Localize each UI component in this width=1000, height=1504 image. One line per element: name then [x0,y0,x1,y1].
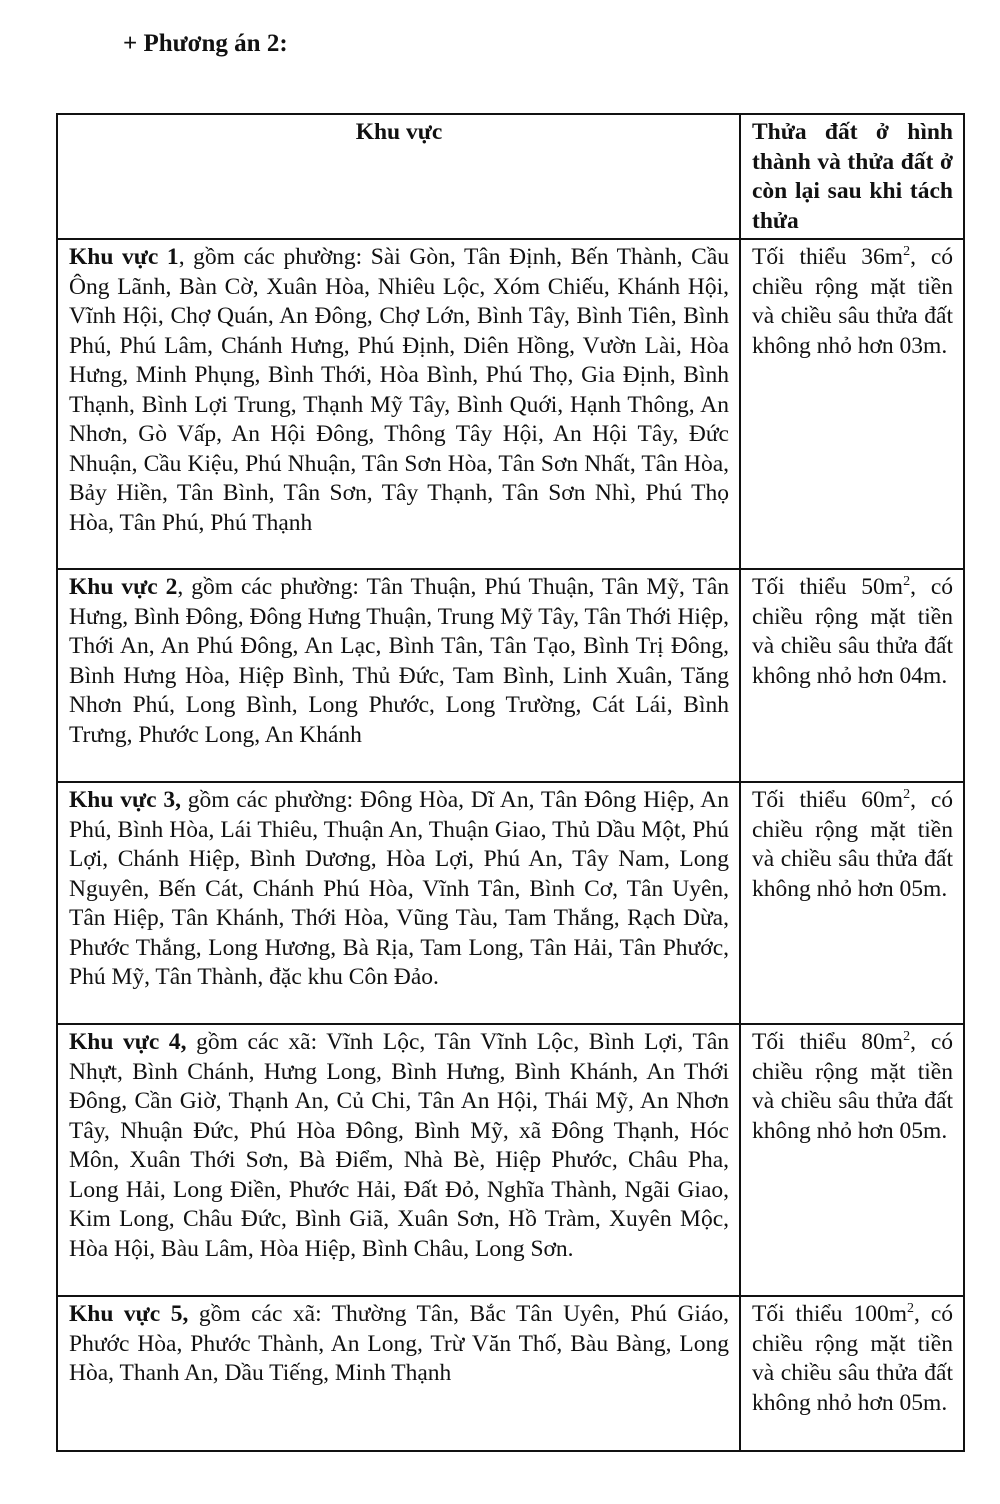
zone-places: Thường Tân, Bắc Tân Uyên, Phú Giáo, Phước Hòa, Phước Thành, An Long, Trừ Văn Thố, Bàu Bàng, Long Hòa, Thanh An, Dầu Tiếng, Minh Thạnh [69,1301,729,1386]
req-text-rest: , có chiều rộng mặt tiền và chiều sâu thửa đất không nhỏ hơn 05m. [752,1029,953,1144]
zone-intro: , gồm các phường: [177,574,367,600]
req-superscript: 2 [907,1301,915,1316]
req-text: Tối thiểu 50m [752,574,904,600]
zone-intro: gồm các phường: [180,787,360,813]
zone-name: Khu vực 5, [69,1301,189,1327]
zone-name: Khu vực 1 [69,244,179,270]
req-text-rest: , có chiều rộng mặt tiền và chiều sâu thửa đất không nhỏ hơn 03m. [752,244,953,359]
req-text-rest: , có chiều rộng mặt tiền và chiều sâu thửa đất không nhỏ hơn 04m. [752,574,953,689]
req-superscript: 2 [903,574,911,589]
req-superscript: 2 [903,244,911,259]
req-superscript: 2 [903,1029,911,1044]
req-text-rest: , có chiều rộng mặt tiền và chiều sâu thửa đất không nhỏ hơn 05m. [752,1301,953,1416]
req-text-rest: , có chiều rộng mặt tiền và chiều sâu thửa đất không nhỏ hơn 05m. [752,787,953,902]
zone-cell [57,1024,740,1296]
req-text: Tối thiểu 80m [752,1029,904,1055]
zone-places: Đông Hòa, Dĩ An, Tân Đông Hiệp, An Phú, Bình Hòa, Lái Thiêu, Thuận An, Thuận Giao, Thủ Dầu Một, Phú Lợi, Chánh Hiệp, Bình Dương, Hòa Lợi, Phú An, Tây Nam, Long Nguyên, Bến Cát, Chánh Phú Hòa, Vĩnh Tân, Bình Cơ, Tân Uyên, Tân Hiệp, Tân Khánh, Thới Hòa, Vũng Tàu, Tam Thắng, Rạch Dừa, Phước Thắng, Long Hương, Bà Rịa, Tam Long, Tân Hải, Tân Phước, Phú Mỹ, Tân Thành, đặc khu Côn Đảo. [69,787,730,990]
table-header-row [57,114,964,239]
table-row [57,569,964,782]
zone-places: Tân Thuận, Phú Thuận, Tân Mỹ, Tân Hưng, Bình Đông, Đông Hưng Thuận, Trung Mỹ Tây, Tân Thới Hiệp, Thới An, An Phú Đông, An Lạc, Bình Tân, Tân Tạo, Bình Trị Đông, Bình Hưng Hòa, Hiệp Bình, Thủ Đức, Tam Bình, Linh Xuân, Tăng Nhơn Phú, Long Bình, Long Phước, Long Trường, Cát Lái, Bình Trưng, Phước Long, An Khánh [69,574,730,748]
table-row [57,1024,964,1296]
header-requirement: Thửa đất ở hình thành và thửa đất ở còn lại sau khi tách thửa [740,114,964,239]
zone-name: Khu vực 3, [69,787,181,813]
requirement-cell [740,1296,964,1451]
req-text: Tối thiểu 100m [752,1301,908,1327]
req-text: Tối thiểu 60m [752,787,904,813]
zone-cell [57,782,740,1024]
zone-cell [57,1296,740,1451]
table-row [57,1296,964,1451]
zone-places: Sài Gòn, Tân Định, Bến Thành, Cầu Ông Lãnh, Bàn Cờ, Xuân Hòa, Nhiêu Lộc, Xóm Chiếu, Khánh Hội, Vĩnh Hội, Chợ Quán, An Đông, Chợ Lớn, Bình Tây, Bình Tiên, Bình Phú, Phú Lâm, Chánh Hưng, Phú Định, Diên Hồng, Vườn Lài, Hòa Hưng, Minh Phụng, Bình Thới, Hòa Bình, Phú Thọ, Gia Định, Bình Thạnh, Bình Lợi Trung, Thạnh Mỹ Tây, Bình Quới, Hạnh Thông, An Nhơn, Gò Vấp, An Hội Đông, Thông Tây Hội, An Hội Tây, Đức Nhuận, Cầu Kiệu, Phú Nhuận, Tân Sơn Hòa, Tân Sơn Nhất, Tân Hòa, Bảy Hiền, Tân Bình, Tân Sơn, Tây Thạnh, Tân Sơn Nhì, Phú Thọ Hòa, Tân Phú, Phú Thạnh [69,244,730,536]
zone-name: Khu vực 2 [69,574,178,600]
req-text: Tối thiểu 36m [752,244,904,270]
zone-intro: gồm các xã: [186,1029,327,1055]
zone-places: Vĩnh Lộc, Tân Vĩnh Lộc, Bình Lợi, Tân Nhựt, Bình Chánh, Hưng Long, Bình Hưng, Bình Khánh, An Thới Đông, Cần Giờ, Thạnh An, Củ Chi, Tân An Hội, Thái Mỹ, An Nhơn Tây, Nhuận Đức, Phú Hòa Đông, Bình Mỹ, xã Đông Thạnh, Hóc Môn, Xuân Thới Sơn, Bà Điểm, Nhà Bè, Hiệp Phước, Châu Pha, Long Hải, Long Điền, Phước Hải, Đất Đỏ, Nghĩa Thành, Ngãi Giao, Kim Long, Châu Đức, Bình Giã, Xuân Sơn, Hồ Tràm, Xuyên Mộc, Hòa Hội, Bàu Lâm, Hòa Hiệp, Bình Châu, Long Sơn. [69,1029,730,1262]
zone-intro: gồm các xã: [188,1301,332,1327]
requirement-cell [740,1024,964,1296]
req-superscript: 2 [903,787,911,802]
zone-name: Khu vực 4, [69,1029,187,1055]
zone-cell [57,569,740,782]
requirement-cell [740,239,964,569]
zone-cell [57,239,740,569]
table-row [57,782,964,1024]
section-heading: + Phương án 2: [123,30,288,57]
zone-table [56,113,965,1452]
zone-intro: , gồm các phường: [178,244,371,270]
requirement-cell [740,782,964,1024]
requirement-cell [740,569,964,782]
table-row [57,239,964,569]
header-zone: Khu vực [57,114,740,239]
